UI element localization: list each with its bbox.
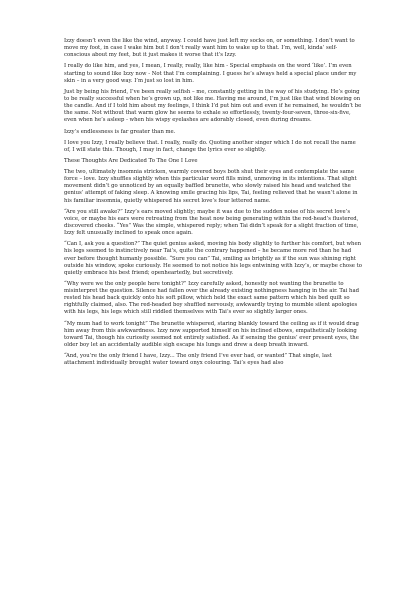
paragraph-2: I really do like him, and yes, I mean, I really, really, like him - Special emphasis on the word ‘like’. I’m even starting to sound like Izzy now - Not that I’m complaining. I guess he’s always held a special place under my skin – in a very good way. I’m just so lost in him. (64, 63, 357, 84)
paragraph-11: “My mum had to work tonight” The brunette whispered, staring blankly toward the ceiling as if it would drag him away from this awkwardness. Izzy now supported himself on his inclined elbows, empathetically looking toward Tai, though his curiosity seemed not entirely satisfied. As if sensing the genius’ ever present eyes, the older boy let an accidentally audible sigh escape his lungs and drew a deep breath inward. (64, 320, 359, 348)
paragraph-7: The two, ultimately insomnia stricken, warmly covered boys both shut their eyes and contemplate the same force – love. Izzy shuffles slightly when this particular word fills mind, unmoving in its intentions. That slight movement didn’t go unnoticed by an equally baffled brunette, who slowly raised his head and watched the genius’ attempt of faking sleep. A knowing smile gracing his lips, Tai, feeling relieved that he wasn’t alone in his familiar insomnia, quietly whispered his secret love’s four lettered name. (64, 169, 358, 204)
paragraph-12: “And, you’re the only friend I have, Izzy... The only friend I’ve ever had, or wanted” That single, last attachment individually brought water toward onyx colouring. Tai’s eyes had also (64, 353, 332, 367)
paragraph-5: I love you Izzy, I really believe that. I really, really do. Quoting another singer which I do not recall the name of, I will state this. Though, I may in fact, change the lyrics ever so slightly. (64, 139, 356, 153)
paragraph-3: Just by being his friend, I’ve been really selfish – me, constantly getting in the way of his studying. He’s going to be really successful when he’s grown up, not like me. Having me around, I’m just like that wind blowing on the candle. And if I told him about my feelings, I think I’d put him out and even if he remained, he wouldn’t be the same. Not without that warm glow he seems to exhale so effortlessly, twenty-four-seven, three-six-five, even when he’s asleep - when his wispy eyelashes are adorably closed, even during dreams. (64, 88, 362, 124)
paragraph-10: “Why were we the only people here tonight?” Izzy carefully asked, honestly not wanting the brunette to misinterpret the question. Silence had fallen over the already existing nothingness hanging in the air. Tai had rested his head back quickly onto his soft pillow, which held the exact same pattern which his bed quilt so rightfully claimed, also. The red-headed boy shuffled nervously, awkwardly trying to mumble silent apologies with his legs, his legs which still riddled themselves with Tai’s ever so slightly larger ones. (64, 281, 360, 316)
paragraph-9: “Can I, ask you a question?” The quiet genius asked, moving his body slightly to further his comfort, but when his legs seemed to instinctively near Tai’s, quite the contrary happened – he became more red than he had ever before thought humanly possible. “Sure you can” Tai, smiling as brightly as if the sun was shining right outside his window, spoke curiously. He seemed to not notice his legs entwining with Izzy’s, or maybe chose to quietly embrace his best friend; openheartedly, but secretively. (64, 241, 362, 276)
section-heading: These Thoughts Are Dedicated To The One I Love (64, 158, 198, 165)
paragraph-4: Izzy’s endlessness is far greater than me. (64, 128, 176, 135)
paragraph-8: “Are you still awake?” Izzy’s ears moved slightly; maybe it was due to the sudden noise of his secret love’s voice, or maybe his ears were retreating from the heat now being generating within the red-head’s flustered, discovered cheeks. “Yes” Was the simple, whispered reply; when Tai didn’t speak for a slight fraction of time, Izzy felt unusually inclined to speak once again. (64, 208, 359, 237)
paragraph-1: Izzy doesn’t even the like the wind, anyway. I could have just left my socks on, or something. I don’t want to move my foot, in case I wake him but I don’t really want him to wake up to that. I’m, well, kinda’ self-conscious about my feet, but it just makes it worse that it’s Izzy. (64, 38, 355, 59)
